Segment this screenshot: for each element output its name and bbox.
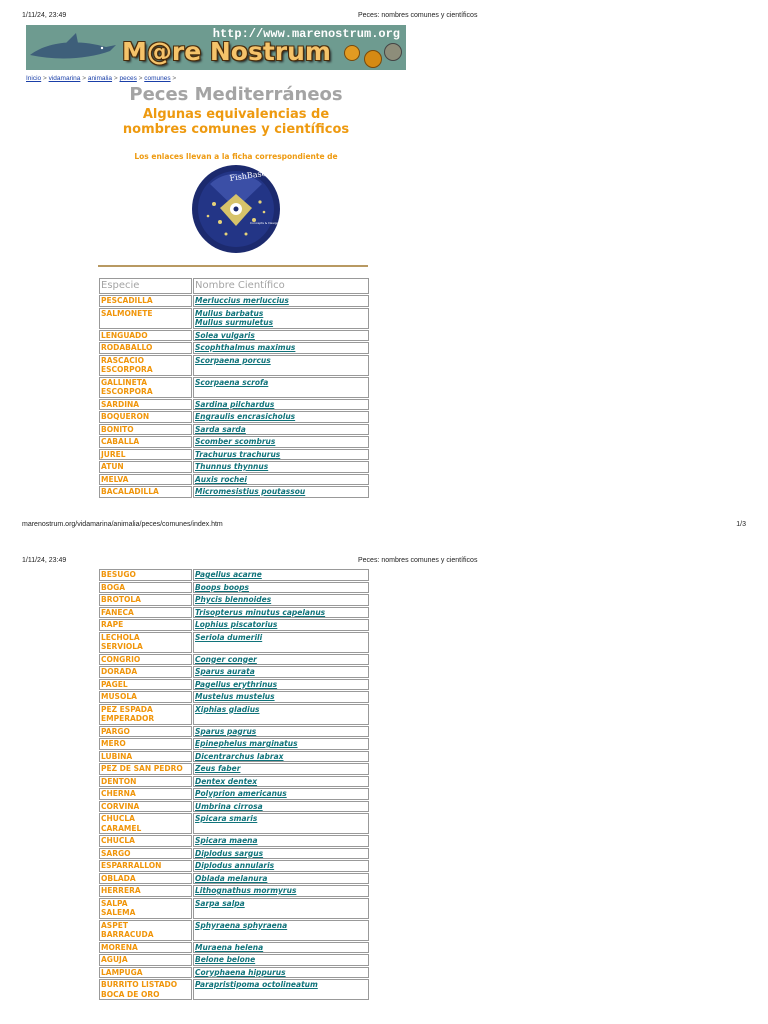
common-name-cell [99,330,192,342]
search-icon[interactable] [364,50,382,68]
table-row [99,860,369,872]
common-name: OBLADA [101,873,136,883]
scientific-name-link[interactable]: Scorpaena porcus [195,355,271,365]
scientific-name-cell [193,738,369,750]
common-name: SALEMA [101,908,136,917]
scientific-name-cell [193,898,369,919]
mail-icon[interactable] [384,43,402,61]
scientific-name-cell [193,763,369,775]
table-row [99,474,369,486]
scientific-name-link[interactable]: Sparus pagrus [195,726,257,736]
common-name: PARGO [101,726,130,736]
common-name-cell [99,569,192,581]
common-name: HERRERA [101,886,141,895]
scientific-name-cell [193,569,369,581]
scientific-name-link[interactable]: Spicara maena [195,836,258,845]
common-name: BESUGO [101,570,136,579]
common-name: BOGA [101,582,126,592]
fishbase-cd-image[interactable] [190,164,282,254]
scientific-name-cell [193,619,369,631]
common-name: BROTOLA [101,595,141,604]
scientific-name-cell [193,295,369,307]
print-title: Peces: nombres comunes y científicos [358,557,478,564]
common-name: RASCACIO [101,355,144,365]
common-name: MELVA [101,474,129,484]
table-row [99,751,369,763]
table-row [99,449,369,461]
table-row [99,619,369,631]
scientific-name-link[interactable]: Trisopterus minutus capelanus [195,607,326,617]
common-name-cell [99,619,192,631]
scientific-name-cell [193,377,369,398]
common-name-cell [99,738,192,750]
common-name: SARDINA [101,399,140,409]
print-header [22,12,746,22]
table-row [99,835,369,847]
scientific-name-cell [193,654,369,666]
common-name: DORADA [101,667,138,676]
scientific-name-cell [193,330,369,342]
common-name-cell [99,885,192,897]
common-name: CORVINA [101,801,140,811]
scientific-name-link[interactable]: Pagellus acarne [195,570,262,579]
breadcrumb-vidamarina[interactable]: vidamarina [48,75,81,82]
fish-table-page-2 [98,568,370,1001]
table-row [99,377,369,398]
common-name-cell [99,704,192,725]
fishbase-note: Los enlaces llevan a la ficha correspondiente de [134,152,338,161]
scientific-name-link[interactable]: Engraulis encrasicholus [195,412,296,421]
table-row [99,898,369,919]
common-name-cell [99,486,192,498]
table-row [99,967,369,979]
scientific-name-cell [193,308,369,329]
scientific-name-link[interactable]: Muraena helena [195,942,264,952]
footer-page: 1/3 [736,521,746,528]
table-row [99,632,369,653]
scientific-name-cell [193,691,369,703]
col-header-especie: Especie [99,278,192,294]
dolphin-icon [28,29,118,69]
table-row [99,582,369,594]
scientific-name-cell [193,594,369,606]
common-name: LAMPUGA [101,967,143,977]
scientific-name-link[interactable]: Pagellus erythrinus [195,679,278,689]
scientific-name-cell [193,967,369,979]
scientific-name-link[interactable]: Spicara smaris [195,814,258,823]
scientific-name-link[interactable]: Diplodus sargus [195,848,264,858]
common-name: SALPA [101,898,128,908]
scientific-name-cell [193,860,369,872]
page-title: Peces Mediterráneos [129,84,343,105]
common-name-cell [99,594,192,606]
common-name: BACALADILLA [101,487,159,496]
scientific-name-link[interactable]: Sarda sarda [195,424,246,434]
table-row [99,594,369,606]
scientific-name-link[interactable]: Dentex dentex [195,776,258,786]
common-name-cell [99,979,192,1000]
scientific-name-link[interactable]: Coryphaena hippurus [195,967,286,977]
scientific-name-link[interactable]: Xiphias gladius [195,704,260,714]
common-name: BURRITO LISTADO [101,980,178,989]
common-name-cell [99,436,192,448]
table-row [99,436,369,448]
footer-url: marenostrum.org/vidamarina/animalia/peces/comunes/index.htm [22,521,223,528]
subtitle-line-2: nombres comunes y científicos [122,122,350,137]
scientific-name-link[interactable]: Merluccius merluccius [195,296,289,305]
scientific-name-cell [193,632,369,653]
table-row [99,486,369,498]
common-name-cell [99,295,192,307]
breadcrumb-peces[interactable]: peces [119,75,137,82]
scientific-name-link[interactable]: Mullus surmuletus [195,318,274,327]
scientific-name-link[interactable]: Belone belone [195,955,256,964]
common-name-cell [99,679,192,691]
table-row [99,726,369,738]
scientific-name-cell [193,873,369,885]
scientific-name-link[interactable]: Sardina pilchardus [195,399,275,409]
scientific-name-link[interactable]: Boops boops [195,582,249,592]
table-row [99,788,369,800]
common-name: MERO [101,739,126,748]
common-name-cell [99,582,192,594]
common-name-cell [99,954,192,966]
scientific-name-link[interactable]: Diplodus annularis [195,861,275,870]
table-row [99,848,369,860]
common-name-cell [99,813,192,834]
common-name-cell [99,967,192,979]
common-name: PAGEL [101,679,128,689]
table-row [99,607,369,619]
common-name-cell [99,654,192,666]
common-name-cell [99,449,192,461]
common-name-cell [99,424,192,436]
common-name-cell [99,632,192,653]
common-name: ATUN [101,462,124,471]
table-row [99,308,369,329]
common-name: ESPARRALLON [101,861,162,870]
common-name: ESCORPORA [101,365,153,374]
common-name-cell [99,898,192,919]
scientific-name-cell [193,801,369,813]
common-name: AGUJA [101,955,128,964]
scientific-name-cell [193,474,369,486]
scientific-name-cell [193,486,369,498]
table-row [99,399,369,411]
table-row [99,979,369,1000]
common-name: LENGUADO [101,330,148,340]
scientific-name-cell [193,666,369,678]
print-title: Peces: nombres comunes y científicos [358,12,478,19]
scientific-name-cell [193,954,369,966]
scientific-name-cell [193,607,369,619]
breadcrumb-inicio[interactable]: Inicio [26,75,42,82]
table-row [99,679,369,691]
scientific-name-cell [193,704,369,725]
common-name: DENTON [101,776,137,786]
scientific-name-cell [193,726,369,738]
scientific-name-cell [193,885,369,897]
common-name-cell [99,377,192,398]
scientific-name-link[interactable]: Dicentrarchus labrax [195,751,284,761]
divider [98,265,368,267]
common-name-cell [99,835,192,847]
page-subtitle [0,107,472,137]
table-row [99,295,369,307]
scientific-name-link[interactable]: Mustelus mustelus [195,692,275,701]
scientific-name-link[interactable]: Phycis blennoides [195,595,272,604]
common-name-cell [99,726,192,738]
scientific-name-link[interactable]: Sarpa salpa [195,898,245,908]
scientific-name-link[interactable]: Solea vulgaris [195,330,255,340]
fishbase-cd-sub: Concepts & Design [250,221,279,225]
common-name: MUSOLA [101,692,137,701]
table-row [99,954,369,966]
scientific-name-cell [193,424,369,436]
common-name: RAPE [101,620,124,629]
scientific-name-cell [193,679,369,691]
scientific-name-cell [193,582,369,594]
scientific-name-cell [193,920,369,941]
table-row [99,461,369,473]
table-row [99,738,369,750]
scientific-name-cell [193,436,369,448]
col-header-cientifico: Nombre Científico [193,278,369,294]
common-name-cell [99,411,192,423]
scientific-name-cell [193,411,369,423]
scientific-name-cell [193,848,369,860]
scientific-name-link[interactable]: Micromesistius poutassou [195,487,306,496]
scientific-name-link[interactable]: Scorpaena scrofa [195,377,269,387]
scientific-name-link[interactable]: Epinephelus marginatus [195,739,298,748]
common-name: BONITO [101,424,134,434]
scientific-name-link[interactable]: Lophius piscatorius [195,620,278,629]
breadcrumb: Inicio > vidamarina > animalia > peces > comunes > [26,75,177,82]
table-header-row [99,278,369,294]
table-row [99,654,369,666]
table-row [99,763,369,775]
scientific-name-link[interactable]: Lithognathus mormyrus [195,886,297,895]
breadcrumb-animalia[interactable]: animalia [87,75,113,82]
common-name: BOCA DE ORO [101,989,160,999]
common-name: PESCADILLA [101,296,153,305]
scientific-name-link[interactable]: Seriola dumerili [195,632,263,642]
common-name-cell [99,801,192,813]
scientific-name-link[interactable]: Sphyraena sphyraena [195,920,288,930]
table-row [99,704,369,725]
common-name-cell [99,788,192,800]
scientific-name-cell [193,835,369,847]
table-row [99,776,369,788]
common-name: JUREL [101,449,126,459]
common-name-cell [99,461,192,473]
scientific-name-link[interactable]: Scophthalmus maximus [195,343,296,352]
common-name-cell [99,474,192,486]
scientific-name-link[interactable]: Trachurus trachurus [195,449,281,459]
fishbase-cd-label: FishBase 99 [229,167,280,183]
table-row [99,942,369,954]
print-header-page-2 [22,557,746,567]
common-name: RODABALLO [101,343,153,352]
common-name: PEZ DE SAN PEDRO [101,764,183,773]
common-name-cell [99,342,192,354]
scientific-name-cell [193,788,369,800]
scientific-name-link[interactable]: Mullus barbatus [195,308,264,318]
table-row [99,666,369,678]
common-name: SERVIOLA [101,642,143,651]
site-banner[interactable] [26,25,406,70]
scientific-name-link[interactable]: Conger conger [195,654,257,664]
scientific-name-cell [193,449,369,461]
common-name-cell [99,751,192,763]
common-name-cell [99,691,192,703]
common-name: ESCORPORA [101,387,153,396]
scientific-name-link[interactable]: Oblada melanura [195,873,268,883]
common-name: SARGO [101,848,131,858]
common-name-cell [99,920,192,941]
table-row [99,813,369,834]
table-row [99,424,369,436]
scientific-name-link[interactable]: Thunnus thynnus [195,462,269,471]
common-name-cell [99,776,192,788]
scientific-name-link[interactable]: Parapristipoma octolineatum [195,980,318,989]
table-row [99,342,369,354]
table-row [99,885,369,897]
scientific-name-cell [193,399,369,411]
common-name: MORENA [101,942,138,952]
scientific-name-link[interactable]: Umbrina cirrosa [195,801,263,811]
scientific-name-cell [193,342,369,354]
scientific-name-cell [193,942,369,954]
common-name: CARAMEL [101,823,142,833]
subtitle-line-1: Algunas equivalencias de [142,107,330,122]
site-logo: M@re Nostrum [122,37,331,66]
common-name-cell [99,666,192,678]
common-name-cell [99,355,192,376]
common-name: CHUCLA [101,814,135,823]
common-name-cell [99,873,192,885]
common-name-cell [99,848,192,860]
common-name-cell [99,763,192,775]
common-name: CONGRIO [101,654,141,664]
table-row [99,411,369,423]
table-row [99,330,369,342]
common-name: BOQUERON [101,412,150,421]
banner-url: http://www.marenostrum.org [212,27,400,41]
common-name: PEZ ESPADA [101,704,153,714]
common-name: CABALLA [101,437,140,446]
scientific-name-cell [193,813,369,834]
common-name-cell [99,942,192,954]
scientific-name-link[interactable]: Auxis rochei [195,474,247,484]
fish-table-page-1 [98,277,370,499]
scientific-name-cell [193,751,369,763]
common-name: SALMONETE [101,308,153,318]
scientific-name-link[interactable]: Sparus aurata [195,667,255,676]
print-date: 1/11/24, 23:49 [22,557,67,564]
common-name: LECHOLA [101,632,140,642]
common-name: BARRACUDA [101,930,154,939]
home-icon[interactable] [344,45,360,61]
scientific-name-cell [193,776,369,788]
scientific-name-link[interactable]: Zeus faber [195,764,241,773]
common-name: LUBINA [101,751,133,761]
table-row [99,801,369,813]
common-name: EMPERADOR [101,714,155,723]
breadcrumb-comunes[interactable]: comunes [144,75,171,82]
common-name: CHERNA [101,789,136,798]
table-row [99,920,369,941]
table-row [99,873,369,885]
common-name-cell [99,308,192,329]
scientific-name-cell [193,355,369,376]
table-row [99,691,369,703]
common-name: ASPET [101,920,128,930]
scientific-name-link[interactable]: Polyprion americanus [195,789,287,798]
common-name-cell [99,399,192,411]
scientific-name-cell [193,461,369,473]
table-row [99,355,369,376]
common-name: GALLINETA [101,377,148,387]
scientific-name-link[interactable]: Scomber scombrus [195,437,276,446]
table-row [99,569,369,581]
common-name-cell [99,860,192,872]
print-date: 1/11/24, 23:49 [22,12,67,19]
common-name-cell [99,607,192,619]
common-name: FANECA [101,607,134,617]
common-name: CHUCLA [101,836,135,845]
scientific-name-cell [193,979,369,1000]
